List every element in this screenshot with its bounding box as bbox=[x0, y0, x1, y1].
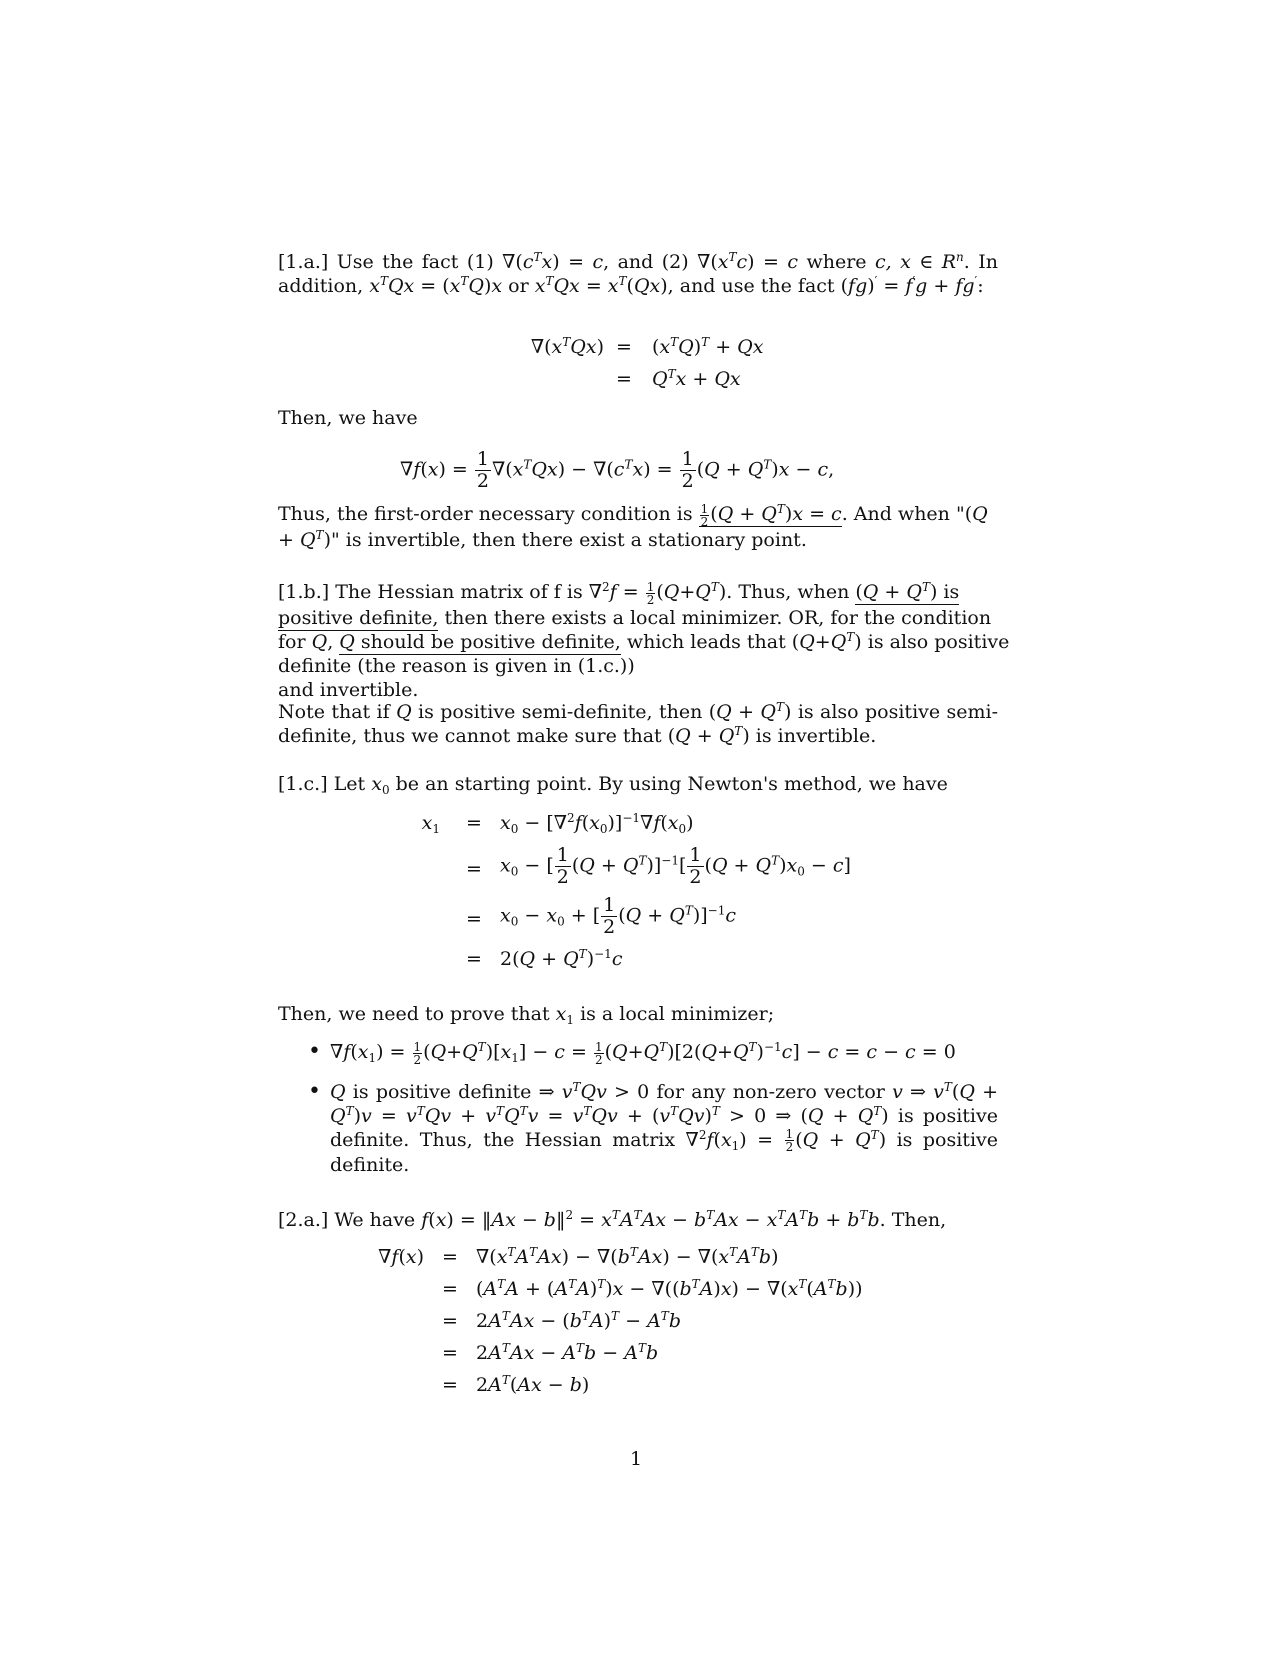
note-paragraph: Note that if Q is positive semi-definite, then $(Q + Q^T)$ is also positive semi-definite, thus we cannot make sure that $(Q + Q^T)$ is invertible. bbox=[278, 700, 999, 747]
section-tag: [2.a.] bbox=[278, 1209, 329, 1231]
section-1b-paragraph: [1.b.] The Hessian matrix of f is ∇$^2$f = $\frac{1}{2}$ $(Q+Q^T)$. Thus, when $(Q + Q^T)$ is positive definite, then there exists a local minimizer. OR, for the condition for Q, Q should be positive definite, which leads that $(Q+Q^T)$ is also positive definite (the reason is given in (1.c.)) and invertible. bbox=[278, 579, 1010, 701]
document-page: [1.a.] Use the fact (1) $\nabla(c^Tx) = c$, and (2) $\nabla(x^Tc) = c$ where c, x ∈ $R^n$. In addition, $x^TQx = (x^TQ)x$ or $x^TQx = x^T(Qx)$, and use the fact (fg)′ = f′g + fg′: $\nabla(x^TQx)$ = $(x^TQ)^T + Qx$ = $Q^Tx + Qx$ Then, we have ∇f(x) = $\frac{1}{2}$ $\nabla(x^TQx) - \nabla(c^Tx)$ = $\frac{1}{2}$ $(Q + Q^T)x - c$, Thus, the first-order necessary condition is $\frac{1}{2}$ $(Q + Q^T)x = c$. And when "$(Q + Q^T)$" is invertible, then there exist a stationary point. [1.b.] The Hessian matrix of f is ∇$^2$f = $\frac{1}{2}$ $(Q+Q^T)$. Thus, when $(Q + Q^T)$ is positive definite, then there exists a local minimizer. OR, for the condition for Q, Q should be positive definite, which leads that $(Q+Q^T)$ is also positive definite (the reason is given in (1.c.)) and invertible. Note that if Q is positive semi-definite, then $(Q + Q^T)$ is also positive semi-definite, thus we cannot make sure that $(Q + Q^T)$ is invertible. [1.c.] Let $x_0$ be an starting point. By using Newton's method, we have $x_1$ = $x_0 - [\nabla^2f(x_0)]^{-1}\nabla f(x_0)$ = $x_0$ − [ $\frac{1}{2}$ $(Q + Q^T)]^{-1}$[ $\frac{1}{2}$ $(Q + Q^T)x_0 - c$] = $x_0 - x_0$ + [ $\frac{1}{2}$ $(Q + Q^T)]^{-1}c$ = $2(Q + Q^T)^{-1}c$ Then, we need to prove that $x_1$ is a local minimizer; • $\nabla f(x_1)$ = $\frac{1}{2}$ $(Q+Q^T)[x_1] - c$ = $\frac{1}{2}$ $(Q+Q^T)[2(Q+Q^T)^{-1}c] - c = c - c = 0$ • Q is positive definite ⇒ $v^TQv > 0$ for any non-zero vector v ⇒ $v^T(Q + Q^T)v = v^TQv + v^TQ^Tv = v^TQv + (v^TQv)^T > 0$ ⇒ $(Q + Q^T)$ is positive definite. Thus, the Hessian matrix $\nabla^2f(x_1)$ = $\frac{1}{2}$ $(Q + Q^T)$ is positive definite. [2.a.] We have f(x) = ‖Ax − b‖$^2$ = $x^TA^TAx - b^TAx - x^TA^Tb + b^Tb$. Then, ∇f(x) = $\nabla(x^TA^TAx) - \nabla(b^TAx) - \nabla(x^TA^Tb)$ = $(A^TA + (A^TA)^T)x - \nabla((b^TA)x) - \nabla(x^T(A^Tb))$ = $2A^TAx - (b^TA)^T - A^Tb$ = $2A^TAx - A^Tb - A^Tb$ = $2A^T(Ax - b)$ 1 bbox=[0, 0, 1280, 1656]
text-then-prove: Then, we need to prove that $x_1$ is a local minimizer; bbox=[278, 1003, 775, 1027]
text-then-we-have: Then, we have bbox=[278, 407, 418, 429]
section-2a-paragraph: [2.a.] We have f(x) = ‖Ax − b‖$^2$ = $x^TA^TAx - b^TAx - x^TA^Tb + b^Tb$. Then, bbox=[278, 1208, 947, 1231]
section-1a-paragraph: [1.a.] Use the fact (1) $\nabla(c^Tx) = c$, and (2) $\nabla(x^Tc) = c$ where c, x ∈ $R^n$. In addition, $x^TQx = (x^TQ)x$ or $x^TQx = x^T(Qx)$, and use the fact (fg)′ = f′g + fg′: bbox=[278, 250, 999, 297]
list-item: • $\nabla f(x_1)$ = $\frac{1}{2}$ $(Q+Q^T)[x_1] - c$ = $\frac{1}{2}$ $(Q+Q^T)[2(Q+Q^T)^{-1}c] - c = c - c = 0$ bbox=[308, 1039, 956, 1067]
equation-grad-f: ∇f(x) = $\frac{1}{2}$ $\nabla(x^TQx) - \nabla(c^Tx)$ = $\frac{1}{2}$ $(Q + Q^T)x - c$, bbox=[400, 448, 835, 492]
first-order-condition-paragraph: Thus, the first-order necessary condition is $\frac{1}{2}$ $(Q + Q^T)x = c$. And when "$(Q + Q^T)$" is invertible, then there exist a stationary point. bbox=[278, 501, 988, 551]
bullet-icon: • bbox=[308, 1078, 321, 1104]
section-tag: [1.c.] bbox=[278, 773, 328, 795]
bullet-icon: • bbox=[308, 1039, 321, 1064]
section-tag: [1.a.] bbox=[278, 251, 329, 273]
proof-bullet-list bbox=[278, 1040, 998, 1191]
section-tag: [1.b.] bbox=[278, 581, 330, 603]
page-number: 1 bbox=[630, 1448, 643, 1470]
section-1c-paragraph: [1.c.] Let $x_0$ be an starting point. By using Newton's method, we have bbox=[278, 773, 948, 797]
list-item: • Q is positive definite ⇒ $v^TQv > 0$ for any non-zero vector v ⇒ $v^T(Q + Q^T)v = v^TQv + v^TQ^Tv = v^TQv + (v^TQv)^T > 0$ ⇒ $(Q + Q^T)$ is positive definite. Thus, the Hessian matrix $\nabla^2f(x_1)$ = $\frac{1}{2}$ $(Q + Q^T)$ is positive definite. bbox=[308, 1078, 999, 1176]
underlined-condition: $\frac{1}{2}$ $(Q + Q^T)x = c$ bbox=[700, 501, 842, 529]
